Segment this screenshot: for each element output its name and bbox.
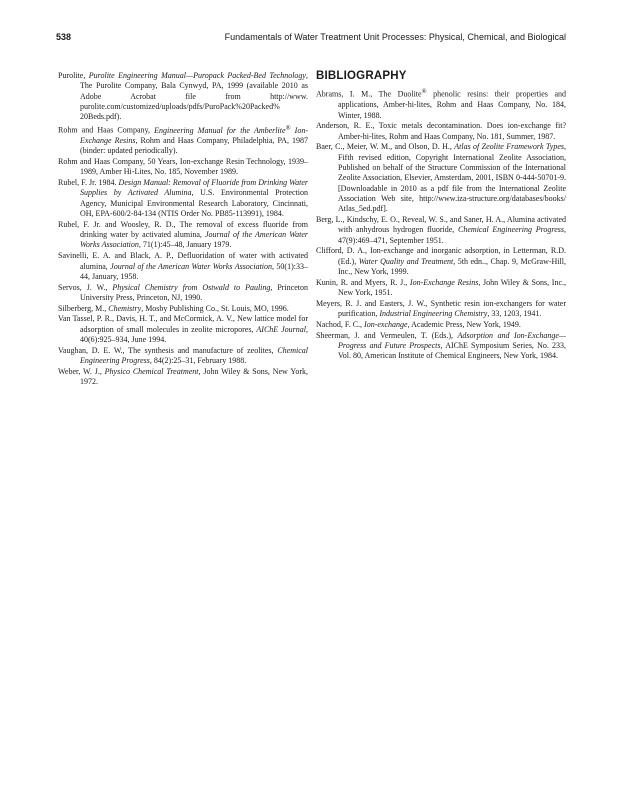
page-number: 538 [56,32,72,42]
reference-entry: Vaughan, D. E. W., The synthesis and manufacture of zeolites, Chemical Engineering Progress, 84(2):25–31, February 1988. [58,345,308,366]
reference-entry: Baer, C., Meier, W. M., and Olson, D. H., Atlas of Zeolite Framework Types, Fifth revised edition, Copyright International Zeolite Association, Published on behalf of the Structure Commission of the International Zeolite Association, Elsevier, Amsterdam, 2001, ISBN 0-444-50701-9. [Downloadable in 2010 as a pdf file from the International Zeolite Association Web site, http://www.iza-structure.org/databases/books/ Atlas_5ed.pdf]. [316,142,566,214]
bibliography-list [316,87,566,361]
reference-entry: Rubel, F. Jr. 1984. Design Manual: Removal of Fluoride from Drinking Water Supplies by Activated Alumina, U.S. Environmental Protection Agency, Municipal Environmental Research Laboratory, Cincinnati, OH, EPA-600/2-84-134 (NTIS Order No. PB85-113991), 1984. [58,178,308,219]
reference-entry: Silberberg, M., Chemistry, Mosby Publishing Co., St. Louis, MO, 1996. [58,303,289,313]
bibliography-heading: BIBLIOGRAPHY [316,70,407,82]
references-column-left [58,71,308,388]
reference-entry: Clifford, D. A., Ion-exchange and inorganic adsorption, in Letterman, R.D. (Ed.), Water Quality and Treatment, 5th edn.., Chap. 9, McGraw-Hill, Inc., New York, 1999. [316,246,566,276]
reference-entry: Weber, W. J., Physico Chemical Treatment, John Wiley & Sons, New York, 1972. [58,366,308,387]
reference-entry: Nachod, F. C., Ion-exchange, Academic Press, New York, 1949. [316,319,521,329]
reference-entry: Abrams, I. M., The Duolite® phenolic resins: their properties and applications, Amber-hi-lites, Rohm and Haas Company, No. 184, Winter, 1988. [316,88,566,120]
reference-entry: Purolite, Purolite Engineering Manual—Puropack Packed-Bed Technology, The Purolite Company, Bala Cynwyd, PA, 1999 (available 2010 as Adobe Acrobat file from http://www. purolite.com/customized/uploads/pdfs/PuroPack%20Packed% 20Beds.pdf). [58,71,308,122]
reference-entry: Rubel, F. Jr. and Woosley, R. D., The removal of excess fluoride from drinking water by activated alumina, Journal of the American Water Works Association, 71(1):45–48, January 1979. [58,219,309,250]
reference-entry: Rohm and Haas Company, Engineering Manual for the Amberlite® Ion-Exchange Resins, Rohm and Haas Company, Philadelphia, PA, 1987 (binder: updated periodically). [58,123,308,156]
reference-entry: Servos, J. W., Physical Chemistry from Ostwald to Pauling, Princeton University Press, Princeton, NJ, 1990. [58,282,308,302]
reference-entry: Kunin, R. and Myers, R. J., Ion-Exchange Resins, John Wiley & Sons, Inc., New York, 1951. [316,277,566,298]
reference-entry: Rohm and Haas Company, 50 Years, Ion-exchange Resin Technology, 1939–1989, Amber Hi-Lites, No. 185, November 1989. [58,157,308,177]
reference-entry: Berg, L., Kindschy, E. O., Reveal, W. S., and Saner, H. A., Alumina activated with anhydrous hydrogen fluoride, Chemical Engineering Progress, 47(9):469–471, September 1951. [316,215,566,245]
reference-entry: Anderson, R. E., Toxic metals decontamination. Does ion-exchange fit? Amber-hi-lites, Rohm and Haas Company, No. 181, Summer, 1987. [316,121,566,141]
reference-entry: Van Tassel, P. R., Davis, H. T., and McCormick, A. V., New lattice model for adsorption of small molecules in zeolite micropores, AIChE Journal, 40(6):925–934, June 1994. [58,314,308,345]
book-title: Fundamentals of Water Treatment Unit Processes: Physical, Chemical, and Biological [224,32,566,42]
reference-entry: Meyers, R. J. and Easters, J. W., Synthetic resin ion-exchangers for water purification, Industrial Engineering Chemistry, 33, 1203, 1941. [316,298,566,319]
reference-entry: Sheerman, J. and Vermeulen, T. (Eds.), Adsorption and Ion-Exchange—Progress and Future Prospects, AIChE Symposium Series, No. 233, Vol. 80, American Institute of Chemical Engineers, New York, 1984. [316,330,567,361]
references-column-right [316,71,566,362]
reference-entry: Savinelli, E. A. and Black, A. P., Defluoridation of water with activated alumina, Journal of the American Water Works Association, 50(1):33–44, January, 1958. [58,251,308,281]
